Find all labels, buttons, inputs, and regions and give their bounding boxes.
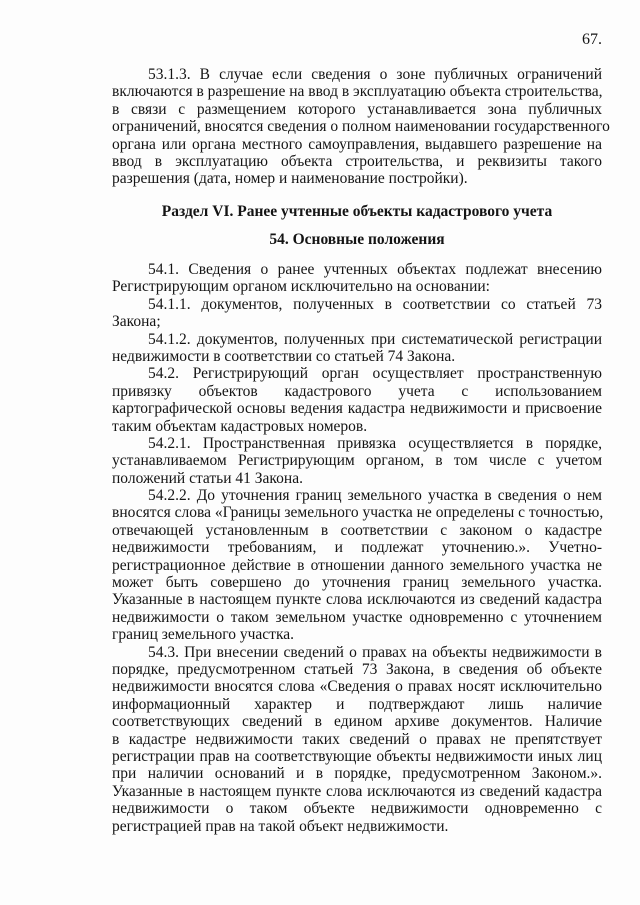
- text-line: 54.3. При внесении сведений о правах на объекты недвижимости в: [148, 643, 602, 661]
- text-line: включаются в разрешение на ввод в эксплуатацию объекта строительства,: [112, 83, 603, 101]
- text-line: порядке, предусмотренном статьей 73 Закона, в сведения об объекте: [112, 660, 602, 678]
- paragraph: [112, 644, 602, 835]
- text-line: регистрацией прав на такой объект недвижимости.: [112, 817, 449, 835]
- text-line: границ земельного участка.: [112, 626, 295, 644]
- text-line: регистрации прав на соответствующие объекты недвижимости иных лиц: [112, 747, 602, 765]
- text-line: недвижимости требованиям, и подлежат уточнению.». Учетно-: [112, 539, 602, 557]
- paragraph: [112, 365, 602, 435]
- text-line: Регистрирующим органом исключительно на основании:: [112, 278, 490, 296]
- text-line: в связи с размещением которого устанавливается зона публичных: [112, 100, 602, 118]
- text-line: отвечающей установленным в соответствии с законом о кадастре: [112, 521, 602, 539]
- paragraph: [112, 435, 602, 487]
- text-line: в кадастре недвижимости таких сведений о правах не препятствует: [112, 730, 602, 748]
- text-line: 54.2. Регистрирующий орган осуществляет пространственную: [148, 365, 602, 383]
- text-line: картографической основы ведения кадастра недвижимости и присвоение: [112, 400, 602, 418]
- text-line: информационный характер и подтверждают лишь наличие: [112, 695, 602, 713]
- text-line: соответствующих сведений в едином архиве документов. Наличие: [112, 713, 602, 731]
- text-line: таким объектам кадастровых номеров.: [112, 417, 368, 435]
- text-line: разрешения (дата, номер и наименование постройки).: [112, 170, 468, 188]
- text-line: вносятся слова «Границы земельного участка не определены с точностью,: [112, 504, 604, 522]
- paragraph: [112, 487, 602, 644]
- text-line: недвижимости о таком земельном участке одновременно с уточнением: [112, 608, 602, 626]
- text-line: 54.1. Сведения о ранее учтенных объектах подлежат внесению: [148, 261, 602, 278]
- paragraph: [112, 331, 602, 366]
- text-line: может быть совершено до уточнения границ земельного участка.: [112, 574, 602, 592]
- text-line: недвижимости в соответствии со статьей 74 Закона.: [112, 347, 456, 365]
- paragraph: [112, 66, 610, 188]
- text-line: положений статьи 41 Закона.: [112, 469, 303, 487]
- text-line: привязку объектов кадастрового учета с использованием: [112, 382, 602, 400]
- page-number: 67.: [582, 31, 602, 48]
- text-line: недвижимости вносятся слова «Сведения о правах носят исключительно: [112, 678, 602, 696]
- text-line: ввод в эксплуатацию объекта строительства, и реквизиты такого: [112, 152, 602, 170]
- subsection-heading: 54. Основные положения: [269, 231, 445, 248]
- paragraph-group-54: [112, 261, 602, 835]
- text-line: 54.2.2. До уточнения границ земельного участка в сведения о нем: [148, 487, 602, 505]
- text-line: ограничений, вносятся сведения о полном наименовании государственного: [112, 118, 610, 136]
- paragraph-group-53: [112, 66, 610, 188]
- text-line: 54.1.1. документов, полученных в соответствии со статьей 73: [148, 295, 602, 313]
- text-line: 53.1.3. В случае если сведения о зоне публичных ограничений: [148, 66, 602, 83]
- text-line: органа или органа местного самоуправления, выдавшего разрешение на: [112, 135, 602, 153]
- text-line: 54.2.1. Пространственная привязка осуществляется в порядке,: [148, 434, 602, 452]
- text-line: Указанные в настоящем пункте слова исключаются из сведений кадастра: [112, 591, 602, 609]
- text-line: устанавливаемом Регистрирующим органом, в том числе с учетом: [112, 452, 602, 470]
- text-line: недвижимости о таком объекте недвижимости одновременно с: [112, 800, 602, 818]
- text-line: регистрационное действие в отношении данного земельного участка не: [112, 556, 602, 574]
- text-line: 54.1.2. документов, полученных при систематической регистрации: [148, 330, 602, 348]
- paragraph: [112, 296, 602, 331]
- paragraph: [112, 261, 602, 296]
- text-line: при наличии оснований и в порядке, предусмотренном Законом.».: [112, 765, 602, 783]
- text-line: Указанные в настоящем пункте слова исключаются из сведений кадастра: [112, 782, 602, 800]
- text-line: Закона;: [112, 313, 161, 331]
- section-heading: Раздел VI. Ранее учтенные объекты кадастрового учета: [161, 203, 553, 220]
